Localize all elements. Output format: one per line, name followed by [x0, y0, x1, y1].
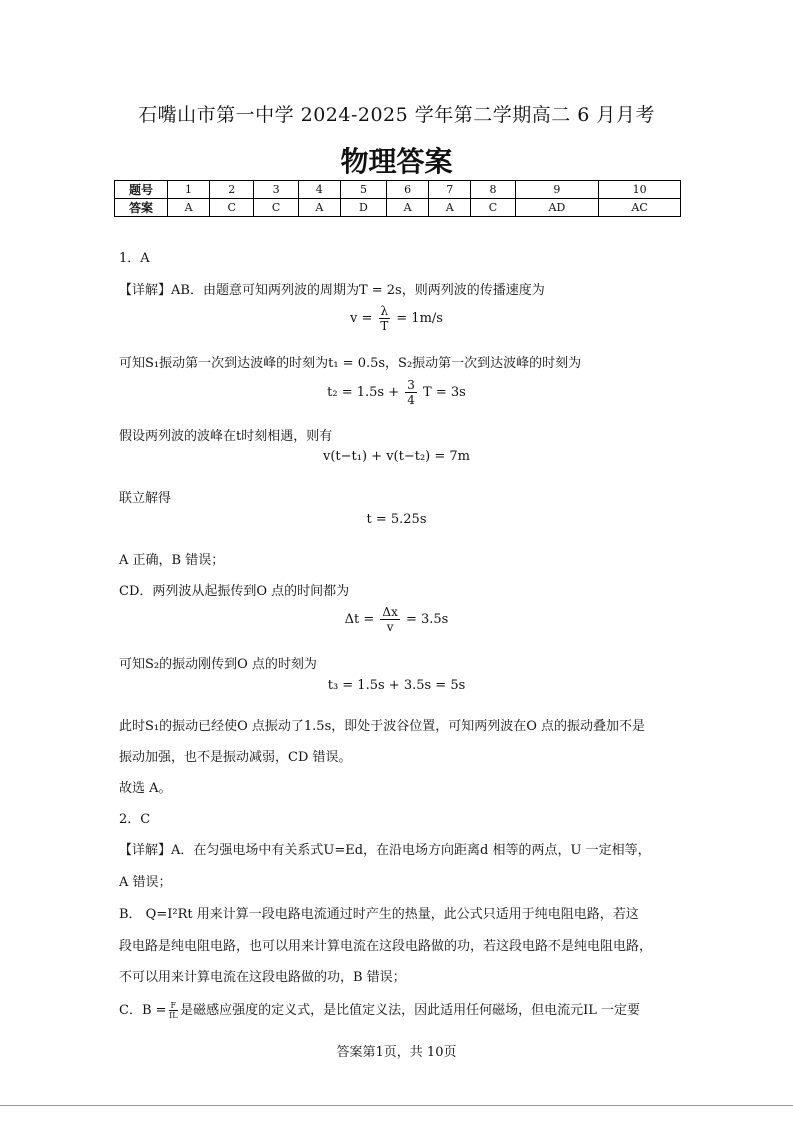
table-cell-number: 6 — [387, 181, 429, 199]
q1-eq2-right: T = 3s — [423, 385, 466, 400]
q1-eq5-den: v — [386, 620, 394, 634]
table-cell-answer: AD — [515, 199, 599, 217]
q1-text-9: 振动加强，也不是振动减弱，CD 错误。 — [119, 750, 352, 765]
q1-eq1-num: λ — [380, 304, 389, 318]
q1-eq5-right: = 3.5s — [405, 612, 449, 627]
table-cell-number: 1 — [168, 181, 210, 199]
q1-text-4: 联立解得 — [119, 491, 172, 506]
table-cell-answer: A — [387, 199, 429, 217]
table-cell-answer: C — [254, 199, 298, 217]
q1-text-1: 【详解】AB．由题意可知两列波的周期为T = 2s，则两列波的传播速度为 — [119, 283, 545, 298]
q1-eq5-fraction — [380, 605, 399, 634]
page-footer: 答案第1页，共 10页 — [336, 1045, 457, 1060]
q1-eq2-fraction — [405, 378, 417, 407]
q2-text-4: 段电路是纯电阻电路，也可以用来计算电流在这段电路做的功，若这段电路不是纯电阻电路， — [119, 939, 653, 954]
q1-eq5-num: Δx — [382, 605, 398, 619]
answer-table-row-numbers — [115, 181, 681, 199]
q2-l6-post: 是磁感应强度的定义式，是比值定义法，因此适用任何磁场，但电流元IL 一定要 — [180, 1003, 640, 1018]
table-cell-answer: C — [471, 199, 515, 217]
q2-text-2: A 错误； — [119, 875, 172, 890]
q1-equation-1 — [0, 304, 793, 333]
q1-equation-4: t = 5.25s — [366, 512, 427, 527]
q2-label: 2．C — [119, 812, 151, 827]
q1-equation-3: v(t−t₁) + v(t−t₂) = 7m — [323, 449, 470, 464]
q1-eq2-num: 3 — [407, 378, 415, 392]
table-cell-number: 8 — [471, 181, 515, 199]
q2-l6-fraction — [169, 1001, 179, 1020]
q1-text-3: 假设两列波的波峰在t时刻相遇，则有 — [119, 429, 333, 444]
q1-equation-6: t₃ = 1.5s + 3.5s = 5s — [327, 678, 466, 693]
q1-eq1-right: = 1m/s — [396, 311, 443, 326]
q2-text-6 — [119, 1001, 640, 1020]
q1-text-10: 故选 A。 — [119, 781, 172, 796]
table-cell-answer: D — [340, 199, 386, 217]
q1-eq1-left: v = — [350, 311, 373, 326]
table-cell-number: 9 — [515, 181, 599, 199]
q1-equation-2 — [0, 378, 793, 407]
q1-text-8: 此时S₁的振动已经使O 点振动了1.5s，即处于波谷位置，可知两列波在O 点的振动叠加不是 — [119, 719, 646, 734]
table-cell-number: 3 — [254, 181, 298, 199]
table-cell-answer: A — [298, 199, 340, 217]
q1-eq5-left: Δt = — [344, 612, 375, 627]
table-cell-answer: C — [210, 199, 254, 217]
q1-label: 1．A — [119, 251, 150, 266]
q1-eq1-fraction — [379, 304, 391, 333]
q1-eq1-den: T — [380, 319, 389, 333]
q1-text-2: 可知S₁振动第一次到达波峰的时刻为t₁ = 0.5s，S₂振动第一次到达波峰的时刻为 — [119, 356, 582, 371]
table-cell-number: 7 — [429, 181, 471, 199]
table-cell-number: 5 — [340, 181, 386, 199]
table-header-number: 题号 — [115, 181, 168, 199]
table-header-answer: 答案 — [115, 199, 168, 217]
q2-text-5: 不可以用来计算电流在这段电路做的功，B 错误； — [119, 970, 406, 985]
q2-l6-den: IL — [169, 1011, 178, 1020]
q1-eq2-left: t₂ = 1.5s + — [327, 385, 400, 400]
q1-text-6: CD．两列波从起振传到O 点的时间都为 — [119, 584, 350, 599]
q1-equation-5 — [0, 605, 793, 634]
q1-text-7: 可知S₂的振动刚传到O 点的时刻为 — [119, 657, 317, 672]
table-cell-answer: A — [429, 199, 471, 217]
q2-l6-pre: C．B = — [119, 1003, 167, 1018]
q2-l6-num: F — [170, 1001, 177, 1010]
q2-text-1: 【详解】A．在匀强电场中有关系式U=Ed，在沿电场方向距离d 相等的两点，U 一定相等， — [119, 843, 651, 858]
table-cell-answer: AC — [599, 199, 681, 217]
answer-table — [114, 180, 681, 217]
q1-eq2-den: 4 — [407, 393, 415, 407]
q1-text-5: A 正确，B 错误； — [119, 553, 225, 568]
page-bottom-divider — [0, 1105, 793, 1106]
table-cell-number: 2 — [210, 181, 254, 199]
answer-table-row-answers — [115, 199, 681, 217]
q2-text-3: B． Q=I²Rt 用来计算一段电路电流通过时产生的热量，此公式只适用于纯电阻电路，若这 — [119, 907, 639, 922]
table-cell-number: 10 — [599, 181, 681, 199]
table-cell-number: 4 — [298, 181, 340, 199]
exam-header-title: 石嘴山市第一中学 2024-2025 学年第二学期高二 6 月月考 — [138, 104, 655, 126]
table-cell-answer: A — [168, 199, 210, 217]
page-title: 物理答案 — [340, 145, 453, 178]
